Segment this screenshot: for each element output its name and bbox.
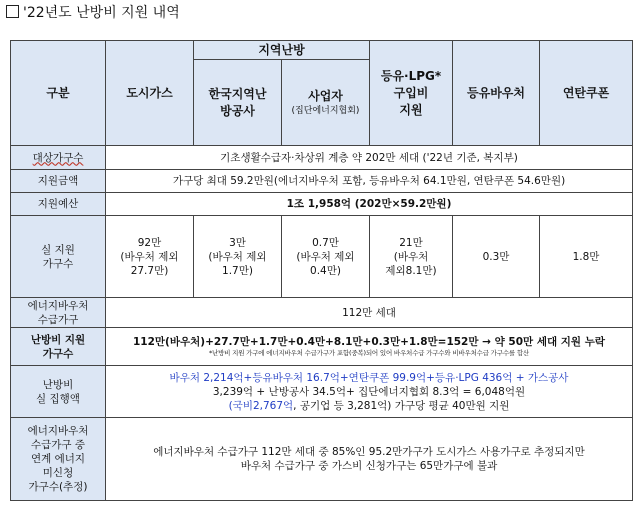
header-operator [282, 60, 370, 146]
table-row [11, 193, 633, 216]
row-label-target: 대상가구수 [11, 146, 106, 170]
actual-korea-heating: 3만 (바우처 제외 1.7만) [194, 216, 282, 298]
heating-support-value: 112만(바우처)+27.7만+1.7만+0.4만+8.1만+0.3만+1.8만=152만 → 약 50만 세대 지원 누락 [133, 336, 605, 348]
header-operator-label: 사업자 [308, 89, 343, 103]
header-operator-sub: (집단에너지협회) [291, 106, 360, 116]
row-label-heating-support: 난방비 지원 가구수 [11, 328, 106, 366]
header-city-gas: 도시가스 [106, 41, 194, 146]
execution-line-3-national: (국비2,767억 [228, 399, 294, 412]
execution-line-1: 바우처 2,214억+등유바우처 16.7억+연탄쿠폰 99.9억+등유·LPG 436억 + 가스공사 [169, 371, 569, 384]
unapplied-cell [106, 418, 633, 501]
checkbox-square-icon [6, 5, 19, 18]
document-title [6, 3, 180, 23]
actual-operator: 0.7만 (바우처 제외 0.4만) [282, 216, 370, 298]
header-coal-coupon: 연탄쿠폰 [540, 41, 633, 146]
heating-support-note: *난방비 지원 가구에 에너지바우처 수급가구가 포함(중복)되어 있어 바우처수급 가구수와 비바우처수급 가구수를 합산 [208, 349, 530, 357]
header-kerosene-voucher: 등유바우처 [453, 41, 540, 146]
table-row [11, 298, 633, 328]
document-title-text: '22년도 난방비 지원 내역 [23, 5, 180, 21]
table-row [11, 170, 633, 193]
actual-kerosene-lpg: 21만 (바우처 제외8.1만) [370, 216, 453, 298]
budget-value: 1조 1,958억 (202만×59.2만원) [106, 193, 633, 216]
unapplied-line-1: 에너지바우처 수급가구 112만 세대 중 85%인 95.2만가구가 도시가스 사용가구로 추정되지만 [153, 446, 585, 458]
table-row [11, 146, 633, 170]
execution-line-3 [108, 399, 630, 413]
amount-value: 가구당 최대 59.2만원(에너지바우처 포함, 등유바우처 64.1만원, 연탄쿠폰 54.6만원) [106, 170, 633, 193]
header-korea-district-heating: 한국지역난 방공사 [194, 60, 282, 146]
target-value: 기초생활수급자·차상위 계층 약 202만 세대 ('22년 기준, 복지부) [106, 146, 633, 170]
row-label-budget: 지원예산 [11, 193, 106, 216]
heating-support-cell [106, 328, 633, 366]
unapplied-line-2: 바우처 수급가구 중 가스비 신청가구는 65만가구에 불과 [240, 460, 498, 472]
header-regional-heating: 지역난방 [194, 41, 370, 60]
table-row [11, 328, 633, 366]
execution-line-2 [108, 385, 630, 399]
row-label-actual: 실 지원 가구수 [11, 216, 106, 298]
voucher-households-value: 112만 세대 [106, 298, 633, 328]
actual-coal-coupon: 1.8만 [540, 216, 633, 298]
table-row [11, 366, 633, 418]
heating-support-table [10, 40, 633, 501]
row-label-amount: 지원금액 [11, 170, 106, 193]
execution-line-2-text: 3,239억 + 난방공사 34.5억+ 집단에너지협회 8.3억 = 6,048억원 [212, 385, 526, 398]
row-label-execution: 난방비 실 집행액 [11, 366, 106, 418]
actual-kerosene-voucher: 0.3만 [453, 216, 540, 298]
execution-line-3-rest: , 공기업 등 3,281억) 가구당 평균 40만원 지원 [293, 399, 510, 412]
table-row [11, 418, 633, 501]
row-label-voucher-households: 에너지바우처 수급가구 [11, 298, 106, 328]
actual-city-gas: 92만 (바우처 제외 27.7만) [106, 216, 194, 298]
table-row [11, 216, 633, 298]
header-kerosene-lpg: 등유·LPG* 구입비 지원 [370, 41, 453, 146]
header-category: 구분 [11, 41, 106, 146]
row-label-unapplied: 에너지바우처 수급가구 중 연계 에너지 미신청 가구수(추정) [11, 418, 106, 501]
execution-cell [106, 366, 633, 418]
